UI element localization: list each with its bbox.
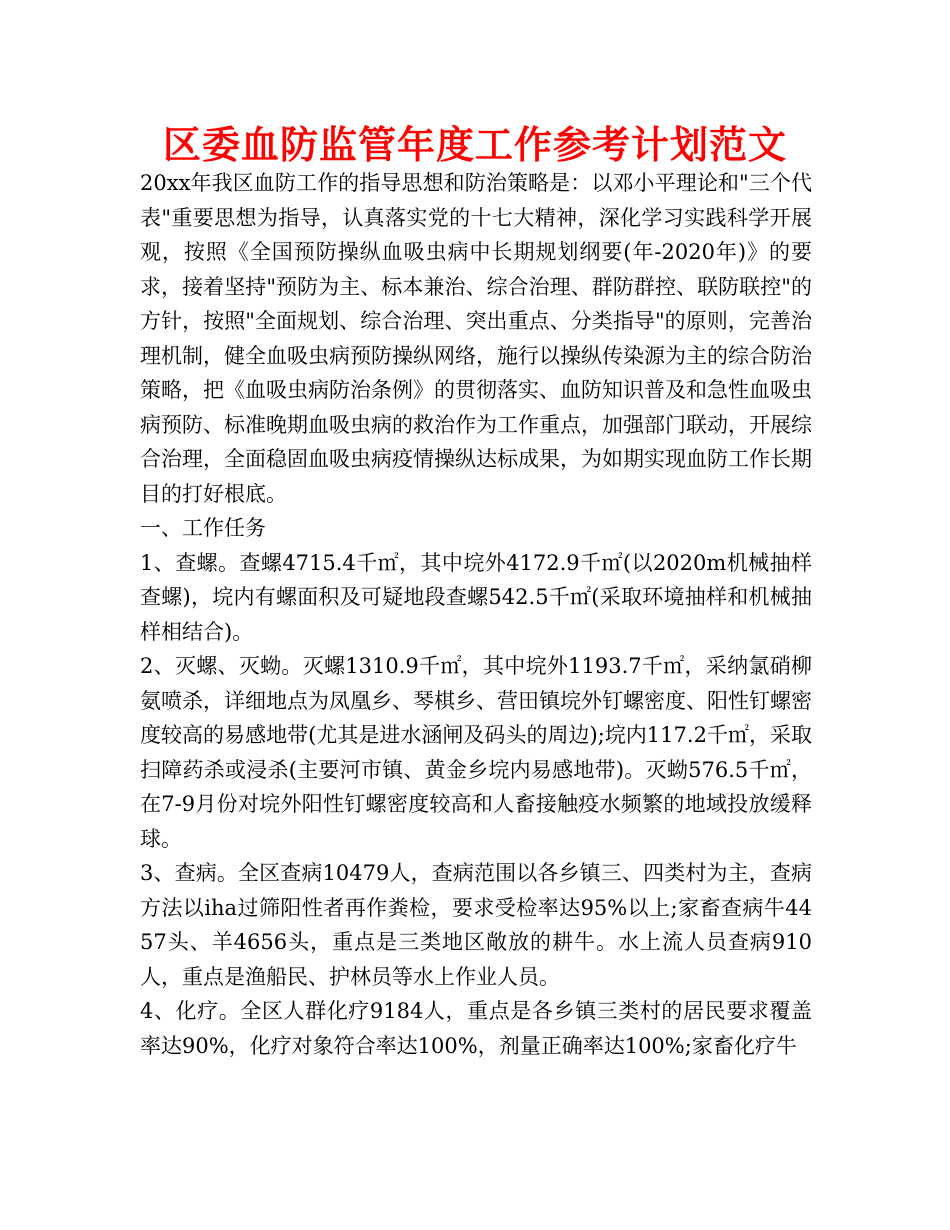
task-item-3: 3、查病。全区查病10479人，查病范围以各乡镇三、四类村为主，查病方法以iha过筛阳性者再作粪检，要求受检率达95%以上;家畜查病牛4457头、羊4656头，重点是三类地区敞放的耕牛。水上流人员查病910人，重点是渔船民、护林员等水上作业人员。 — [140, 861, 812, 989]
task-item-2: 2、灭螺、灭蚴。灭螺1310.9千㎡，其中垸外1193.7千㎡，采纳氯硝柳氨喷杀，详细地点为凤凰乡、琴棋乡、营田镇垸外钉螺密度、阳性钉螺密度较高的易感地带(尤其是进水涵闸及码头的周边);垸内117.2千㎡，采取扫障药杀或浸杀(主要河市镇、黄金乡垸内易感地带)。灭蚴576.5千㎡，在7-9月份对垸外阳性钉螺密度较高和人畜接触疫水频繁的地域投放缓释球。 — [140, 654, 812, 851]
document-title: 区委血防监管年度工作参考计划范文 — [162, 122, 787, 167]
section-heading: 一、工作任务 — [140, 516, 266, 540]
document-body — [140, 166, 812, 1063]
task-item-4: 4、化疗。全区人群化疗9184人，重点是各乡镇三类村的居民要求覆盖率达90%，化疗对象符合率达100%，剂量正确率达100%;家畜化疗牛 — [140, 999, 812, 1058]
task-item-1: 1、查螺。查螺4715.4千㎡，其中垸外4172.9千㎡(以2020m机械抽样查螺)，垸内有螺面积及可疑地段查螺542.5千㎡(采取环境抽样和机械抽样相结合)。 — [140, 550, 812, 644]
intro-paragraph: 20xx年我区血防工作的指导思想和防治策略是：以邓小平理论和"三个代表"重要思想为指导，认真落实党的十七大精神，深化学习实践科学开展观，按照《全国预防操纵血吸虫病中长期规划纲要(年-2020年)》的要求，接着坚持"预防为主、标本兼治、综合治理、群防群控、联防联控"的方针，按照"全面规划、综合治理、突出重点、分类指导"的原则，完善治理机制，健全血吸虫病预防操纵网络，施行以操纵传染源为主的综合防治策略，把《血吸虫病防治条例》的贯彻落实、血防知识普及和急性血吸虫病预防、标准晚期血吸虫病的救治作为工作重点，加强部门联动，开展综合治理，全面稳固血吸虫病疫情操纵达标成果，为如期实现血防工作长期目的打好根底。 — [140, 171, 812, 506]
